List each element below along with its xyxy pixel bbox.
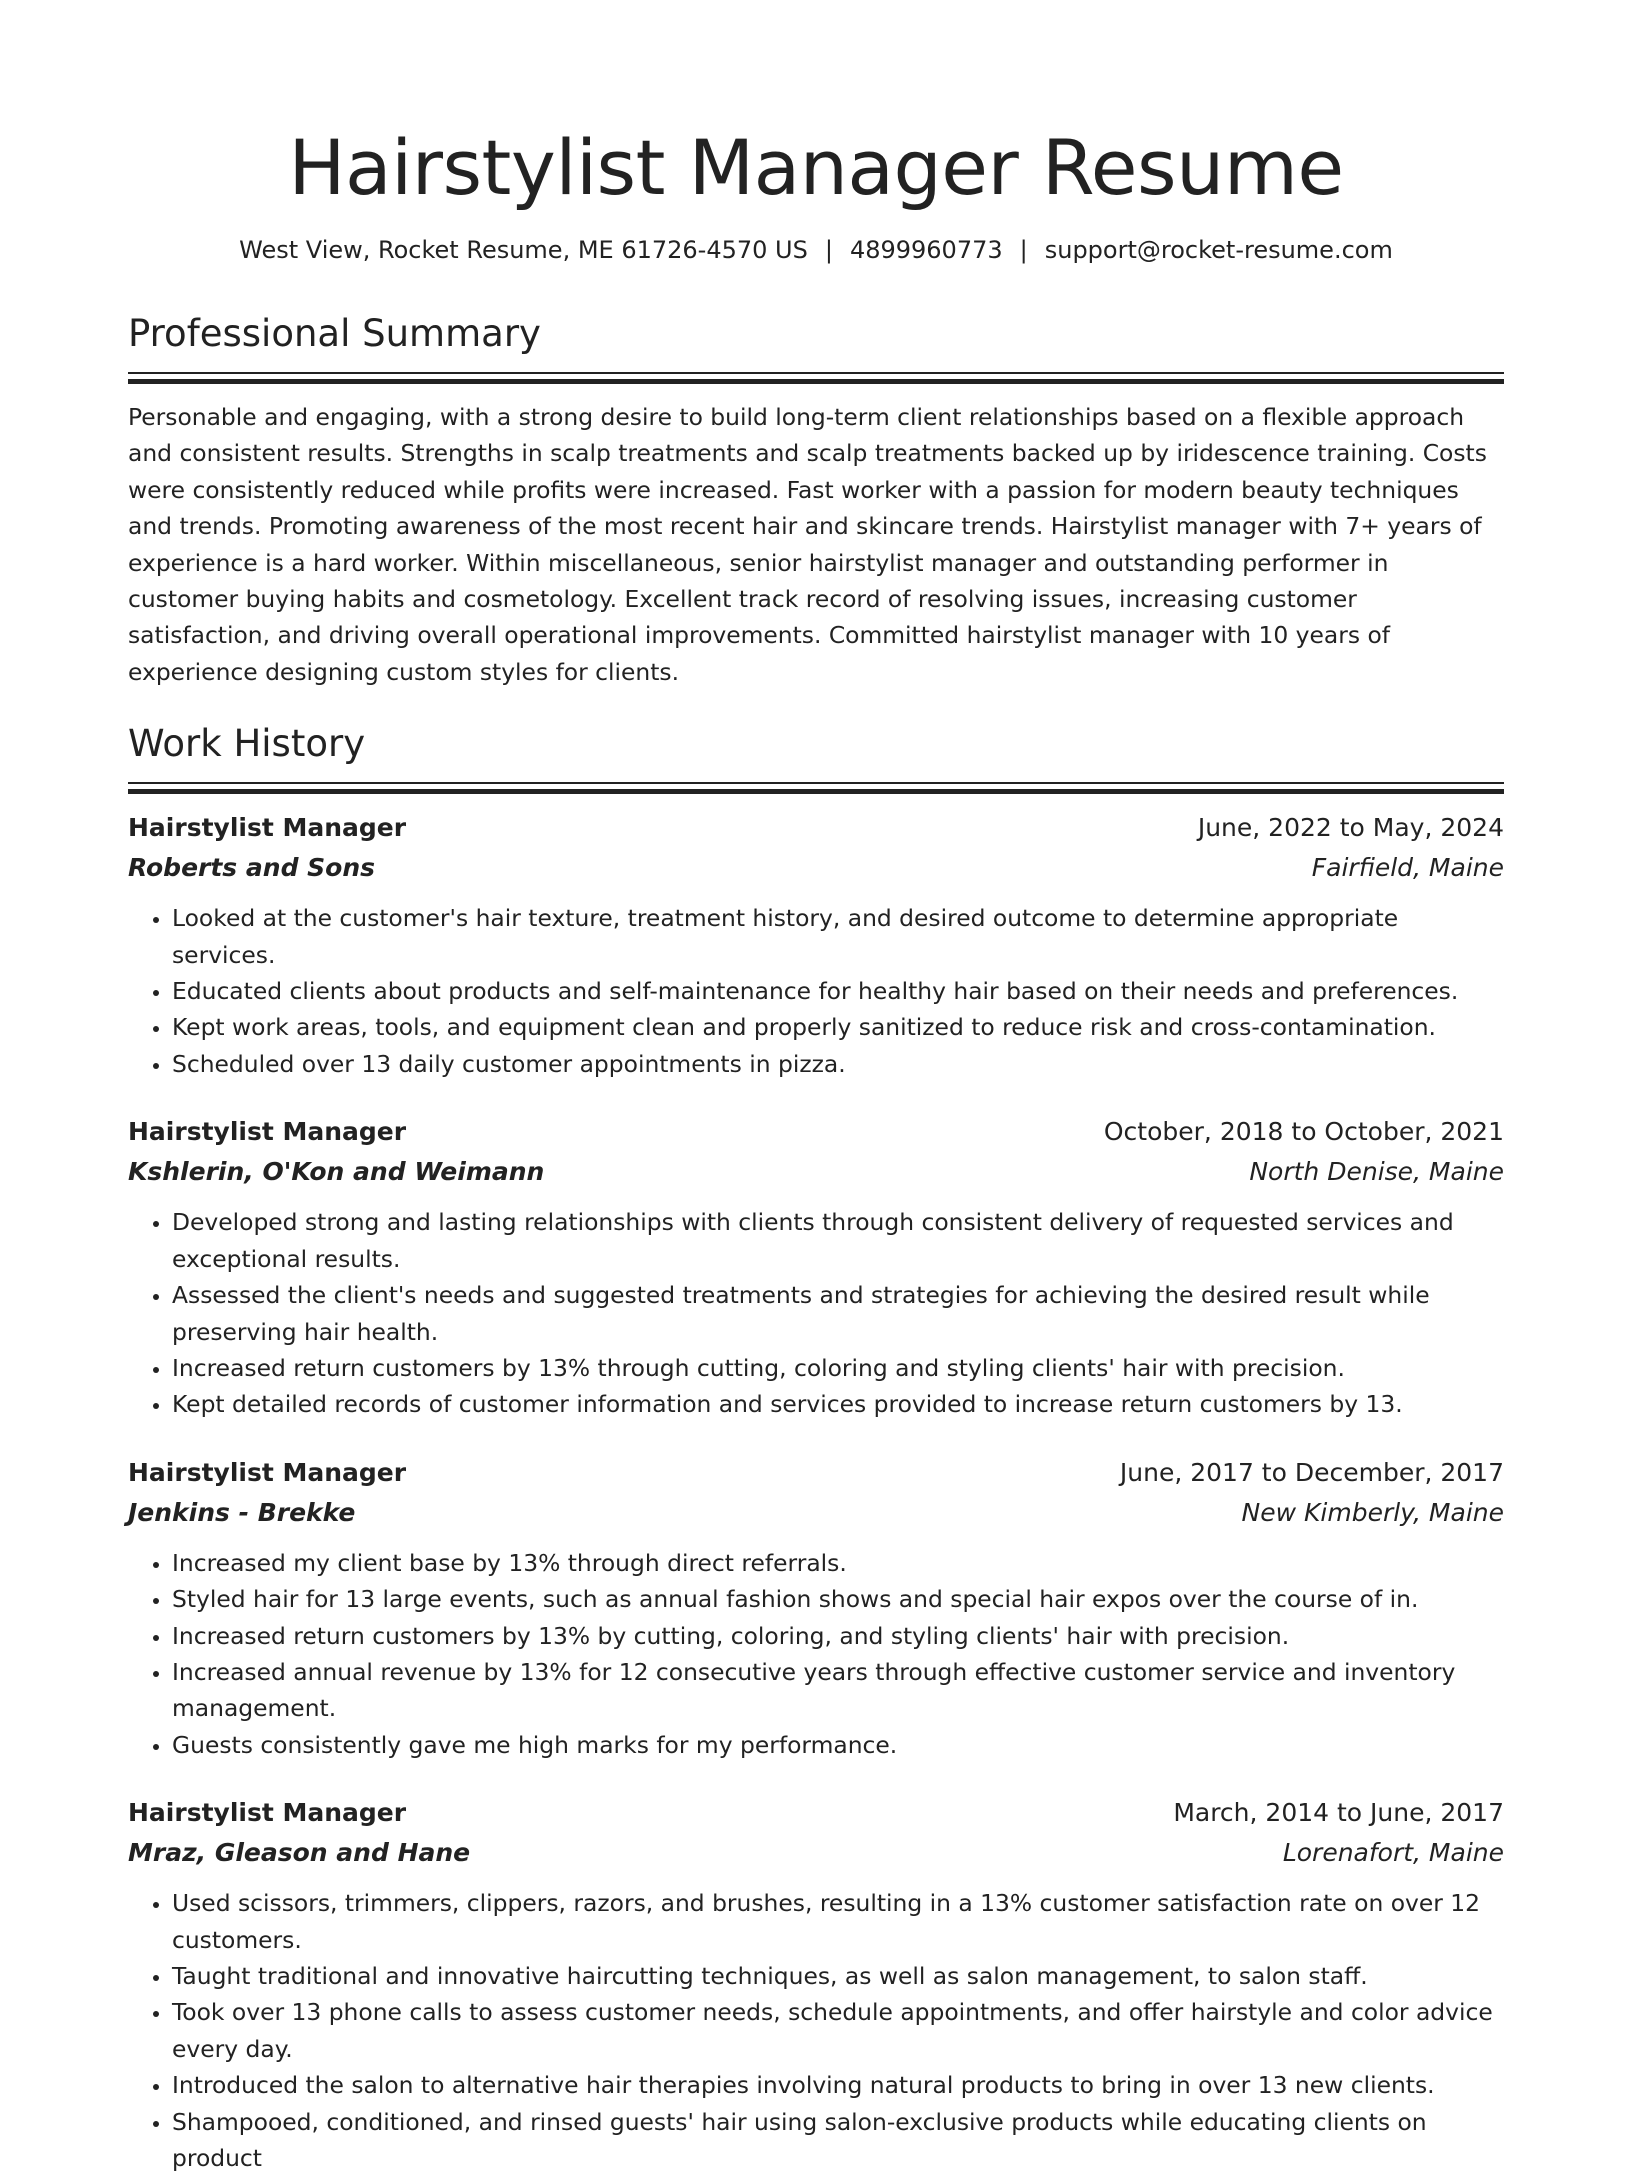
- job-company: Roberts and Sons: [128, 853, 376, 883]
- job-bullet: • Increased annual revenue by 13% for 12 consecutive years through effective customer service and inventory management.: [172, 1654, 1504, 1727]
- job-title: Hairstylist Manager: [128, 1117, 407, 1147]
- job-bullet: • Took over 13 phone calls to assess customer needs, schedule appointments, and offer hairstyle and color advice every day.: [172, 1994, 1504, 2067]
- job-title: Hairstylist Manager: [128, 1457, 407, 1487]
- job-bullet: • Assessed the client's needs and suggested treatments and strategies for achieving the desired result while preserving hair health.: [172, 1277, 1504, 1350]
- job-bullet: • Introduced the salon to alternative hair therapies involving natural products to bring in over 13 new clients.: [172, 2067, 1504, 2103]
- job-entry: [128, 1793, 1504, 2176]
- job-bullet: • Increased return customers by 13% by cutting, coloring, and styling clients' hair with precision.: [172, 1618, 1504, 1654]
- section-divider: [128, 782, 1504, 794]
- job-bullet: • Guests consistently gave me high marks for my performance.: [172, 1727, 1504, 1763]
- summary-heading: Professional Summary: [128, 312, 541, 355]
- contact-address: West View, Rocket Resume, ME 61726-4570 US: [239, 236, 808, 264]
- job-bullet: • Kept work areas, tools, and equipment clean and properly sanitized to reduce risk and cross-contamination.: [172, 1009, 1504, 1045]
- work-history-list: [128, 808, 1504, 2176]
- job-location: New Kimberly, Maine: [1241, 1497, 1504, 1527]
- contact-separator: |: [1019, 236, 1028, 264]
- job-entry: [128, 1112, 1504, 1422]
- job-bullet: • Scheduled over 13 daily customer appointments in pizza.: [172, 1046, 1504, 1082]
- job-bullet: • Styled hair for 13 large events, such as annual fashion shows and special hair expos over the course of in.: [172, 1581, 1504, 1617]
- contact-phone: 4899960773: [849, 236, 1003, 264]
- section-divider: [128, 372, 1504, 384]
- job-bullet: • Increased my client base by 13% through direct referrals.: [172, 1545, 1504, 1581]
- job-dates: October, 2018 to October, 2021: [1103, 1117, 1504, 1147]
- job-location: Fairfield, Maine: [1311, 853, 1504, 883]
- summary-text: Personable and engaging, with a strong desire to build long-term client relationships based on a flexible approach and consistent results. Strengths in scalp treatments and scalp treatments backed up by iridescence training. Costs were consistently reduced while profits were increased. Fast worker with a passion for modern beauty techniques and trends. Promoting awareness of the most recent hair and skincare trends. Hairstylist manager with 7+ years of experience is a hard worker. Within miscellaneous, senior hairstylist manager and outstanding performer in customer buying habits and cosmetology. Excellent track record of resolving issues, increasing customer satisfaction, and driving overall operational improvements. Committed hairstylist manager with 10 years of experience designing custom styles for clients.: [128, 403, 1487, 686]
- job-dates: June, 2017 to December, 2017: [1119, 1457, 1504, 1487]
- job-dates: March, 2014 to June, 2017: [1173, 1798, 1504, 1828]
- job-bullet: • Looked at the customer's hair texture, treatment history, and desired outcome to determine appropriate services.: [172, 900, 1504, 973]
- job-title: Hairstylist Manager: [128, 813, 407, 843]
- job-bullets: [128, 1885, 1504, 2176]
- contact-line: [128, 234, 1504, 266]
- work-history-heading: Work History: [128, 722, 366, 766]
- contact-email: support@rocket-resume.com: [1044, 236, 1393, 264]
- job-entry: [128, 808, 1504, 1082]
- job-entry: [128, 1453, 1504, 1763]
- job-location: North Denise, Maine: [1249, 1157, 1504, 1187]
- job-bullet: • Developed strong and lasting relationships with clients through consistent delivery of requested services and exceptional results.: [172, 1204, 1504, 1277]
- job-location: Lorenafort, Maine: [1282, 1838, 1504, 1868]
- resume-page: [128, 0, 1504, 2176]
- job-bullet: • Increased return customers by 13% through cutting, coloring and styling clients' hair with precision.: [172, 1350, 1504, 1386]
- job-bullet: • Used scissors, trimmers, clippers, razors, and brushes, resulting in a 13% customer satisfaction rate on over 12 customers.: [172, 1885, 1504, 1958]
- job-bullets: [128, 1204, 1504, 1422]
- job-bullet: • Kept detailed records of customer information and services provided to increase return customers by 13.: [172, 1386, 1504, 1422]
- job-dates: June, 2022 to May, 2024: [1197, 813, 1504, 843]
- job-bullets: [128, 1545, 1504, 1763]
- resume-title: Hairstylist Manager Resume: [288, 123, 1344, 212]
- contact-separator: |: [824, 236, 833, 264]
- job-bullets: [128, 900, 1504, 1082]
- job-title: Hairstylist Manager: [128, 1798, 407, 1828]
- job-bullet: • Educated clients about products and self-maintenance for healthy hair based on their needs and preferences.: [172, 973, 1504, 1009]
- job-company: Mraz, Gleason and Hane: [128, 1838, 471, 1868]
- job-company: Kshlerin, O'Kon and Weimann: [128, 1157, 545, 1187]
- job-bullet: • Shampooed, conditioned, and rinsed guests' hair using salon-exclusive products while educating clients on product: [172, 2104, 1504, 2176]
- job-bullet: • Taught traditional and innovative haircutting techniques, as well as salon management, to salon staff.: [172, 1958, 1504, 1994]
- job-company: Jenkins - Brekke: [128, 1497, 356, 1527]
